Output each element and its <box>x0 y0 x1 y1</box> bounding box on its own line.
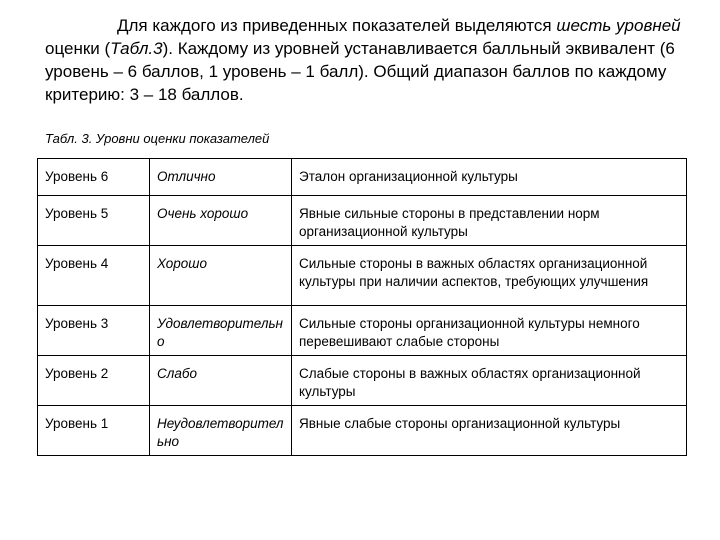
level-cell: Уровень 5 <box>38 196 150 246</box>
table-reference: Табл.3 <box>110 39 163 58</box>
description-cell: Сильные стороны в важных областях организационной культуры при наличии аспектов, требующих улучшения <box>292 246 687 306</box>
table-row <box>38 196 687 246</box>
table-row <box>38 406 687 456</box>
level-cell: Уровень 2 <box>38 356 150 406</box>
intro-text-2: оценки ( <box>45 39 111 58</box>
description-cell: Явные сильные стороны в представлении норм организационной культуры <box>292 196 687 246</box>
description-cell: Слабые стороны в важных областях организационной культуры <box>292 356 687 406</box>
table-row <box>38 246 687 306</box>
description-cell: Эталон организационной культуры <box>292 159 687 196</box>
level-cell: Уровень 4 <box>38 246 150 306</box>
levels-table <box>37 158 687 456</box>
table-caption: Табл. 3. Уровни оценки показателей <box>45 131 270 146</box>
description-cell: Явные слабые стороны организационной культуры <box>292 406 687 456</box>
level-cell: Уровень 6 <box>38 159 150 196</box>
grade-cell: Отлично <box>150 159 292 196</box>
intro-text-1: Для каждого из приведенных показателей выделяются <box>117 16 552 35</box>
grade-cell: Очень хорошо <box>150 196 292 246</box>
intro-paragraph <box>45 14 685 106</box>
grade-cell: Хорошо <box>150 246 292 306</box>
level-cell: Уровень 3 <box>38 306 150 356</box>
grade-cell: Слабо <box>150 356 292 406</box>
description-cell: Сильные стороны организационной культуры немного перевешивают слабые стороны <box>292 306 687 356</box>
table-row <box>38 306 687 356</box>
table-row <box>38 356 687 406</box>
intro-emphasis: шесть уровней <box>556 16 681 35</box>
grade-cell: Неудовлетворительно <box>150 406 292 456</box>
level-cell: Уровень 1 <box>38 406 150 456</box>
grade-cell: Удовлетворительно <box>150 306 292 356</box>
table-row <box>38 159 687 196</box>
intro-text-3: ). Каждому из уровней устанавливается балльный эквивалент (6 уровень – 6 баллов, 1 уровень – 1 балл). Общий диапазон баллов по каждому критерию: 3 – 18 баллов. <box>45 39 675 104</box>
